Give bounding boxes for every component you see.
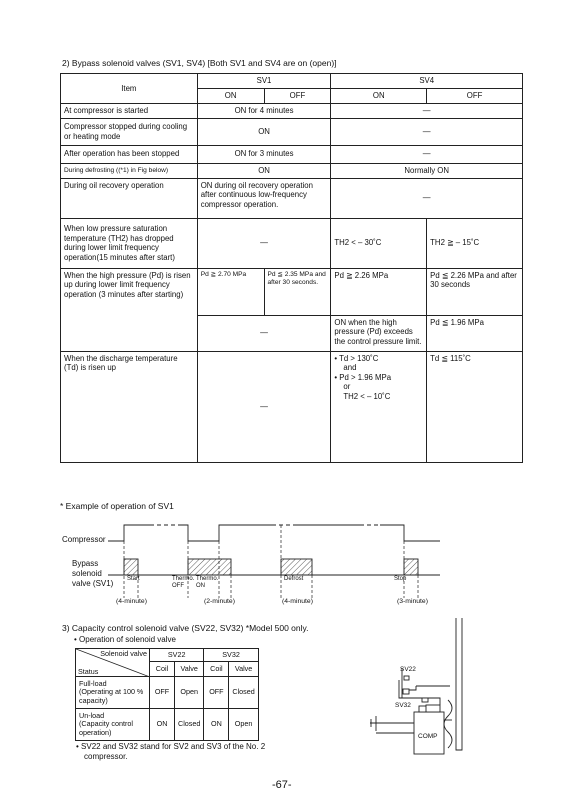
- note-line-2: compressor.: [84, 752, 128, 761]
- sv22-sv32-piping-diagram: [370, 618, 462, 754]
- status-header: Status: [78, 666, 99, 676]
- sv1-on-blocks: [124, 559, 418, 575]
- sv4-on-header: ON: [331, 89, 427, 104]
- duration-3min: (3-minute): [397, 598, 428, 605]
- bypass-label-1: Bypass: [72, 559, 99, 568]
- start-label: Start: [127, 576, 140, 582]
- solenoid-valve-header: Solenoid valve: [100, 649, 147, 658]
- sv22-header: SV22: [150, 649, 204, 662]
- duration-2min: (2-minute): [204, 598, 235, 605]
- section-3-sub: • Operation of solenoid valve: [74, 635, 176, 644]
- thermo-off-label-1: Thermo.: [172, 576, 195, 582]
- table-row: Compressor stopped during cooling or heating mode ON —: [61, 118, 523, 145]
- diagram-sv32-label: SV32: [395, 702, 411, 709]
- table-row: Full-load (Operating at 100 % capacity) OFF Open OFF Closed: [76, 677, 259, 709]
- sv1-off-header: OFF: [264, 89, 331, 104]
- thermo-on-label-1: Thermo.: [196, 576, 219, 582]
- page-number: -67-: [272, 779, 292, 791]
- sv1-on-header: ON: [197, 89, 264, 104]
- note-line-1: • SV22 and SV32 stand for SV2 and SV3 of the No. 2: [76, 742, 266, 751]
- example-heading: * Example of operation of SV1: [60, 501, 174, 511]
- bypass-label-2: solenoid: [72, 569, 102, 578]
- table-row: When low pressure saturation temperature (TH2) has dropped during lower limit frequency operation(15 minutes after start) — TH2 < – 30˚C TH2 ≧ – 15˚C: [61, 218, 523, 268]
- table-row: During oil recovery operation ON during oil recovery operation after continuous low-frequency compressor operation. —: [61, 178, 523, 218]
- diagram-sv22-label: SV22: [400, 666, 416, 673]
- duration-4min-start: (4-minute): [116, 598, 147, 605]
- table-row: Un-load (Capacity control operation) ON Closed ON Open: [76, 709, 259, 741]
- table-row: At compressor is started ON for 4 minutes —: [61, 104, 523, 119]
- thermo-off-label-2: OFF: [172, 583, 184, 589]
- defrost-label: Defrost: [284, 576, 304, 582]
- solenoid-operation-table: Solenoid valve Status SV22 SV32 Coil Valve Coil Valve Full-load (Operating at 100 % capacity) OFF Open OFF Closed Un-load (Capacity control operation) ON Closed ON Open: [75, 648, 259, 741]
- compressor-signal: [108, 525, 440, 541]
- table-row: During defrosting ((*1) in Fig below) ON Normally ON: [61, 163, 523, 178]
- duration-4min-defrost: (4-minute): [282, 598, 313, 605]
- bypass-label-3: valve (SV1): [72, 579, 114, 588]
- thermo-on-label-2: ON: [196, 583, 205, 589]
- sv1-header: SV1: [197, 74, 331, 89]
- diagram-comp-label: COMP: [418, 733, 438, 740]
- table-row: When the discharge temperature (Td) is risen up — • Td > 130˚C and • Pd > 1.96 MPa or TH2 < – 10˚C Td ≦ 115˚C: [61, 351, 523, 462]
- timing-guides: [124, 525, 418, 598]
- table-row: — ON when the high pressure (Pd) exceeds the control pressure limit. Pd ≦ 1.96 MPa: [61, 315, 523, 351]
- sv4-header: SV4: [331, 74, 523, 89]
- table-row: After operation has been stopped ON for 3 minutes —: [61, 145, 523, 163]
- table-row: When the high pressure (Pd) is risen up during lower limit frequency operation (3 minutes after starting) Pd ≧ 2.70 MPa Pd ≦ 2.35 MPa and after 30 seconds. Pd ≧ 2.26 MPa Pd ≦ 2.26 MPa and after 30 seconds: [61, 268, 523, 315]
- section-2-heading: 2) Bypass solenoid valves (SV1, SV4) [Both SV1 and SV4 are on (open)]: [62, 58, 337, 68]
- sv32-header: SV32: [204, 649, 258, 662]
- section-3-heading: 3) Capacity control solenoid valve (SV22, SV32) *Model 500 only.: [62, 623, 309, 633]
- stop-label: Stop: [394, 576, 407, 582]
- sv4-off-header: OFF: [427, 89, 523, 104]
- compressor-label: Compressor: [62, 535, 106, 544]
- item-header: Item: [61, 74, 198, 104]
